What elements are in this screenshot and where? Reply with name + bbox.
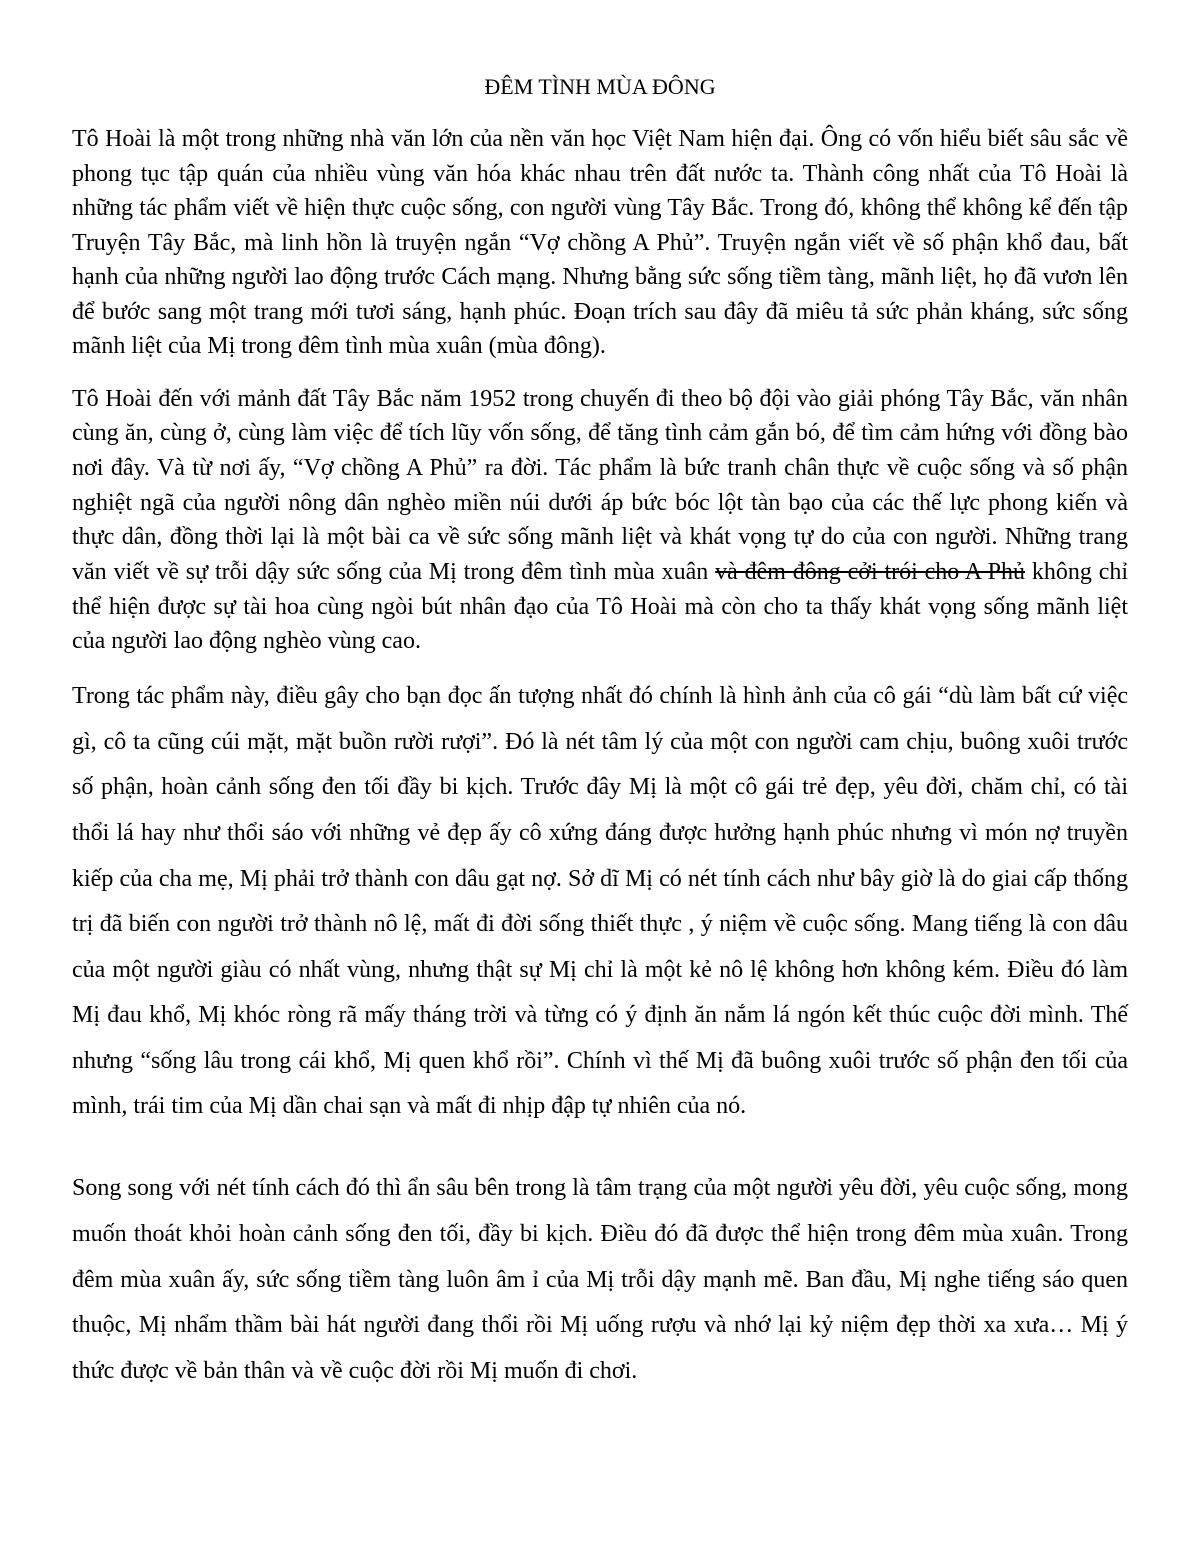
struck-through-text: và đêm đông cởi trói cho A Phủ — [715, 559, 1026, 586]
document-title: ĐÊM TÌNH MÙA ĐÔNG — [484, 74, 716, 99]
paragraph-character-portrait: Trong tác phẩm này, điều gây cho bạn đọc ấn tượng nhất đó chính là hình ảnh của cô gái “dù làm bất cứ việc gì, cô ta cũng cúi mặt, mặt buồn rười rượi”. Đó là nét tâm lý của một con người cam chịu, buông xuôi trước số phận, hoàn cảnh sống đen tối đầy bi kịch. Trước đây Mị là một cô gái trẻ đẹp, yêu đời, chăm chỉ, có tài thổi lá hay như thổi sáo với những vẻ đẹp ấy cô xứng đáng được hưởng hạnh phúc nhưng vì món nợ truyền kiếp của cha mẹ, Mị phải trở thành con dâu gạt nợ. Sở dĩ Mị có nét tính cách như bây giờ là do giai cấp thống trị đã biến con người trở thành nô lệ, mất đi đời sống thiết thực , ý niệm về cuộc sống. Mang tiếng là con dâu của một người giàu có nhất vùng, nhưng thật sự Mị chỉ là một kẻ nô lệ không hơn không kém. Điều đó làm Mị đau khổ, Mị khóc ròng rã mấy tháng trời và từng có ý định ăn nắm lá ngón kết thúc cuộc đời mình. Thế nhưng “sống lâu trong cái khổ, Mị quen khổ rồi”. Chính vì thế Mị đã buông xuôi trước số phận đen tối của mình, trái tim của Mị dần chai sạn và mất đi nhịp đập tự nhiên của nó. — [72, 683, 1128, 1120]
paragraph-spring-night: Song song với nét tính cách đó thì ẩn sâu bên trong là tâm trạng của một người yêu đời, yêu cuộc sống, mong muốn thoát khỏi hoàn cảnh sống đen tối, đầy bi kịch. Điều đó đã được thể hiện trong đêm mùa xuân. Trong đêm mùa xuân ấy, sức sống tiềm tàng luôn âm ỉ của Mị trỗi dậy mạnh mẽ. Ban đầu, Mị nghe tiếng sáo quen thuộc, Mị nhẩm thầm bài hát người đang thổi rồi Mị uống rượu và nhớ lại kỷ niệm đẹp thời xa xưa… Mị ý thức được về bản thân và về cuộc đời rồi Mị muốn đi chơi. — [72, 1175, 1128, 1385]
paragraph-background-text-before: Tô Hoài đến với mảnh đất Tây Bắc năm 1952 trong chuyến đi theo bộ đội vào giải phóng Tây Bắc, văn nhân cùng ăn, cùng ở, cùng làm việc để tích lũy vốn sống, để tăng tình cảm gắn bó, để tìm cảm hứng với đồng bào nơi đây. Và từ nơi ấy, “Vợ chồng A Phủ” ra đời. Tác phẩm là bức tranh chân thực về cuộc sống và số phận nghiệt ngã của người nông dân nghèo miền núi dưới áp bức bóc lột tàn bạo của các thế lực phong kiến và thực dân, đồng thời lại là một bài ca về sức sống mãnh liệt và khát vọng tự do của con người. Những trang văn viết về sự trỗi dậy sức sống của Mị trong đêm tình mùa xuân — [72, 385, 1128, 586]
paragraph-background — [72, 382, 1128, 660]
paragraph-intro: Tô Hoài là một trong những nhà văn lớn của nền văn học Việt Nam hiện đại. Ông có vốn hiểu biết sâu sắc về phong tục tập quán của nhiều vùng văn hóa khác nhau trên đất nước ta. Thành công nhất của Tô Hoài là những tác phẩm viết về hiện thực cuộc sống, con người vùng Tây Bắc. Trong đó, không thể không kể đến tập Truyện Tây Bắc, mà linh hồn là truyện ngắn “Vợ chồng A Phủ”. Truyện ngắn viết về số phận khổ đau, bất hạnh của những người lao động trước Cách mạng. Nhưng bằng sức sống tiềm tàng, mãnh liệt, họ đã vươn lên để bước sang một trang mới tươi sáng, hạnh phúc. Đoạn trích sau đây đã miêu tả sức phản kháng, sức sống mãnh liệt của Mị trong đêm tình mùa xuân (mùa đông). — [72, 126, 1128, 359]
paragraph-background-text-after: không chỉ thể hiện được sự tài hoa cùng ngòi bút nhân đạo của Tô Hoài mà còn cho ta thấy khát vọng sống mãnh liệt của người lao động nghèo vùng cao. — [72, 559, 1129, 655]
